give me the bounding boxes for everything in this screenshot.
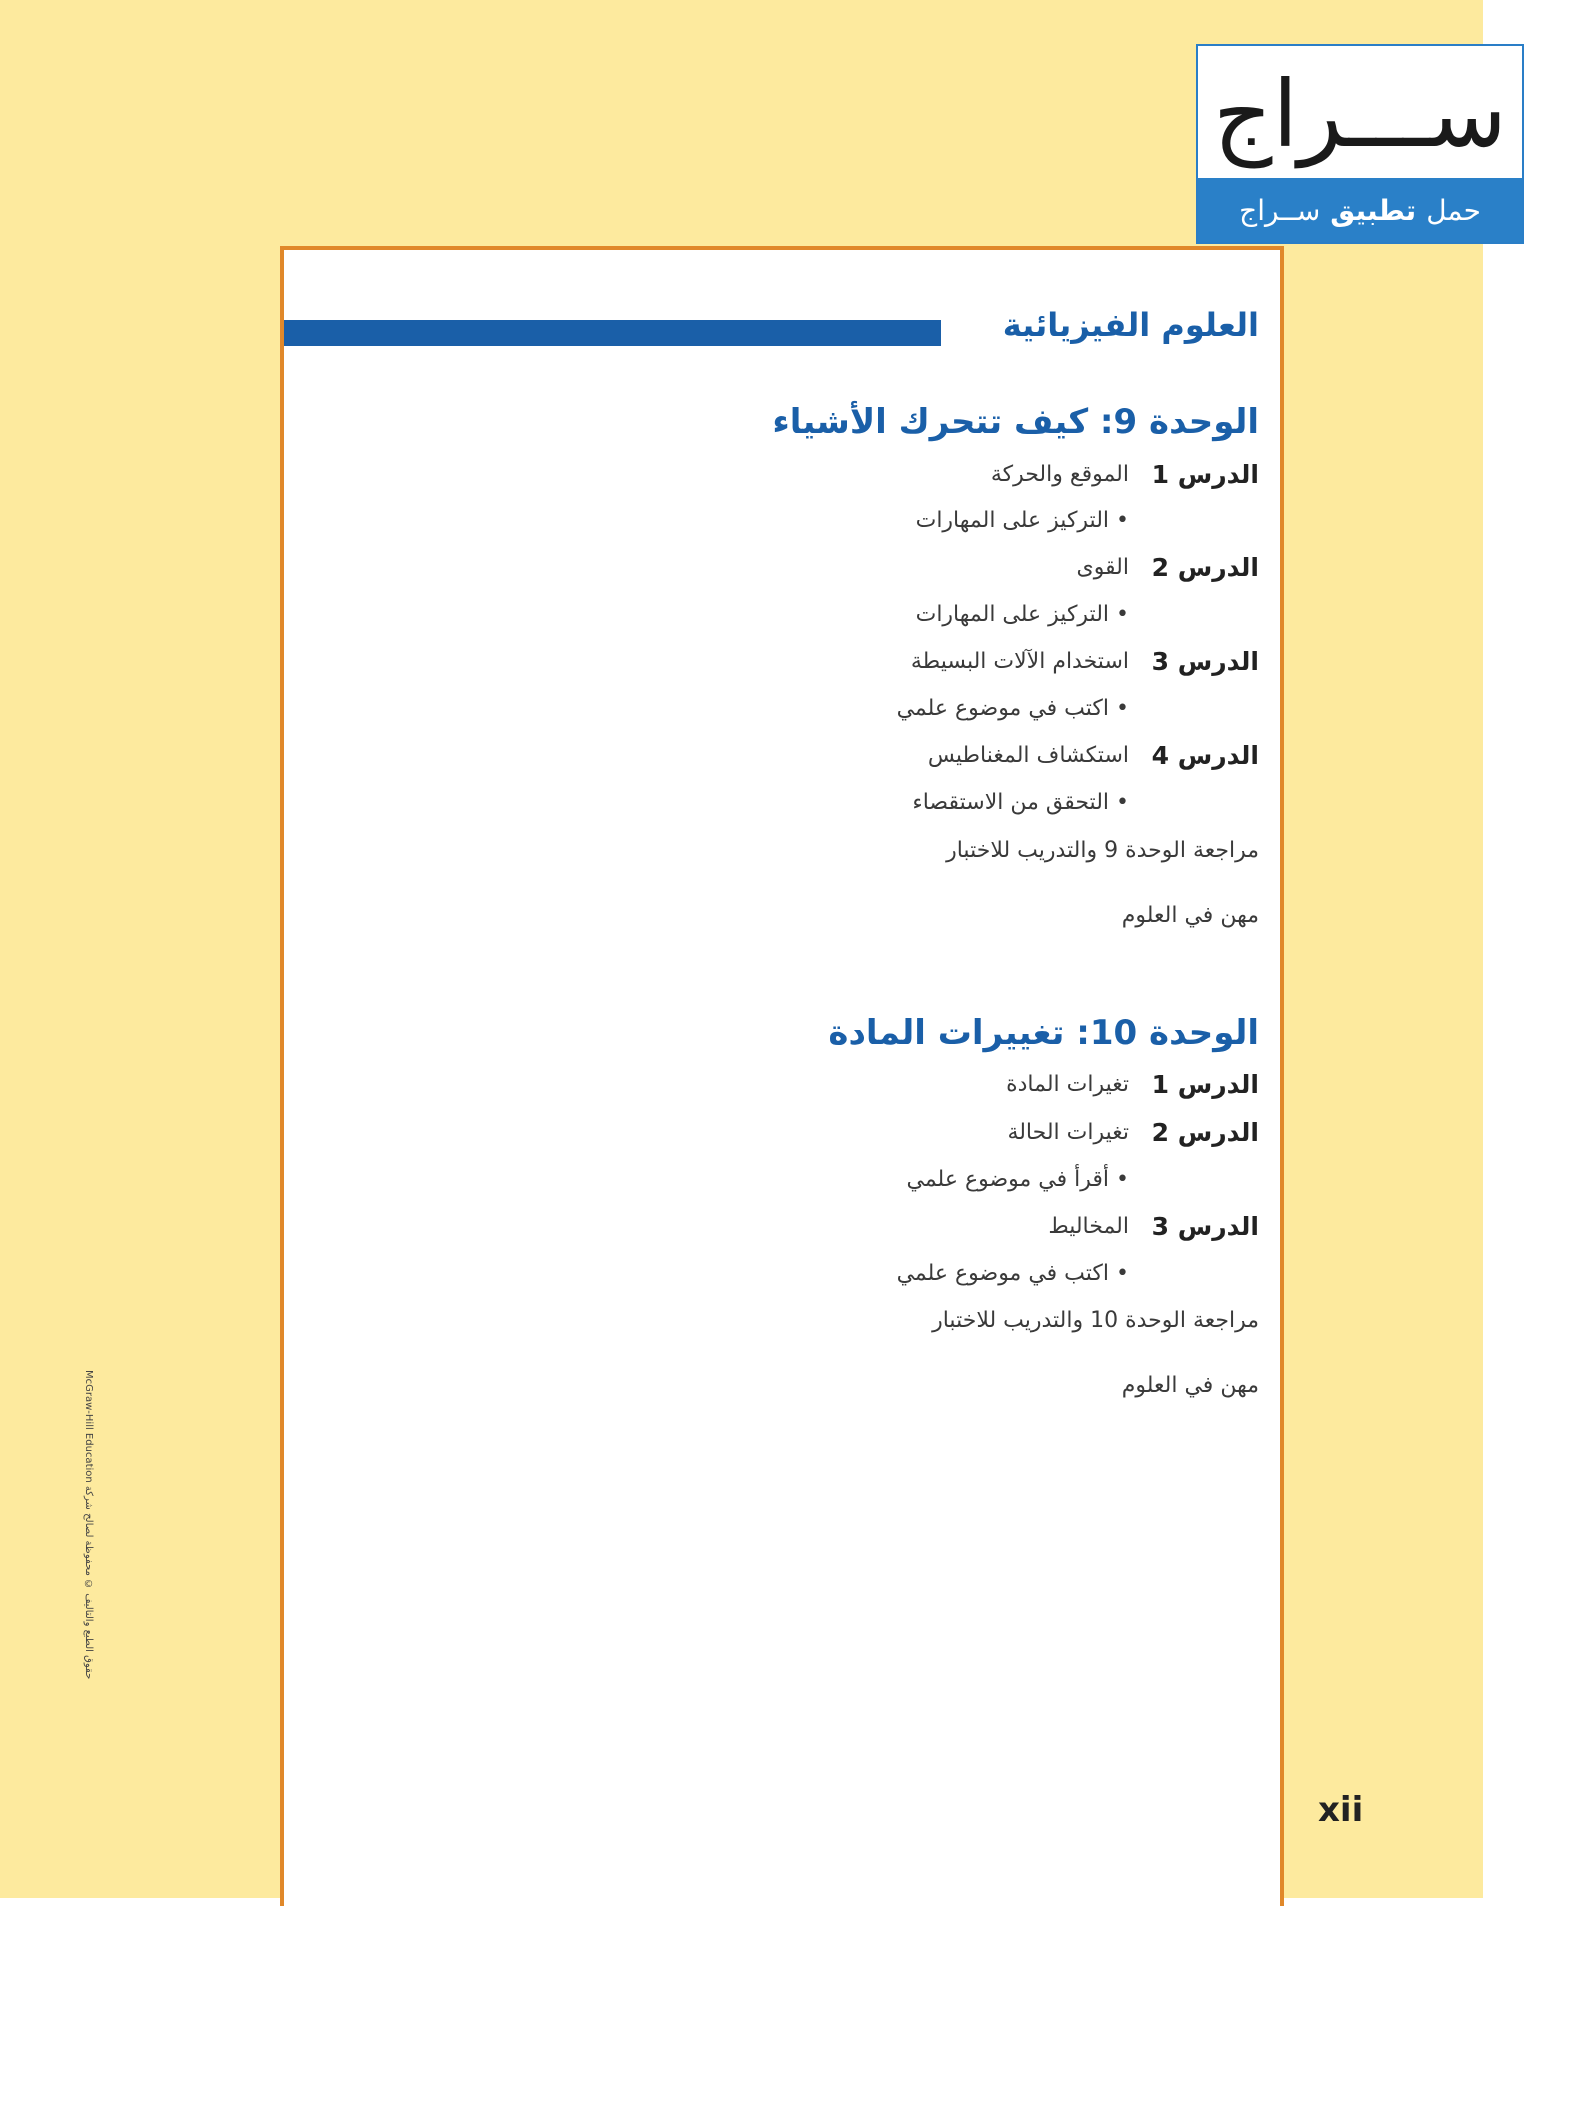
toc-row[interactable] — [559, 1208, 1259, 1244]
toc-row[interactable] — [559, 643, 1259, 679]
lesson-feature: • التركيز على المهارات — [916, 508, 1129, 533]
toc-row[interactable] — [559, 784, 1259, 820]
logo-band-strong: تطبيق — [1330, 193, 1417, 227]
lesson-label: الدرس 2 — [1151, 552, 1259, 582]
toc-row[interactable] — [559, 897, 1259, 933]
toc-row[interactable] — [559, 502, 1259, 538]
lesson-title: الموقع والحركة — [990, 461, 1129, 487]
unit-review: مراجعة الوحدة 9 والتدريب للاختبار — [946, 837, 1259, 863]
toc-row[interactable] — [559, 1066, 1259, 1102]
toc-row[interactable] — [559, 1367, 1259, 1403]
toc-row[interactable] — [559, 1302, 1259, 1338]
lesson-title: المخاليط — [1048, 1213, 1129, 1239]
copyright-spine-text: McGraw-Hill Education حقوق الطبع والتأليف © محفوظة لصالح شركة — [83, 1370, 94, 1680]
siraj-logo[interactable] — [1196, 44, 1524, 244]
unit-10-title: الوحدة 10: تغييرات المادة — [828, 1013, 1259, 1053]
toc-row[interactable] — [559, 549, 1259, 585]
logo-band-suffix: ســراج — [1239, 193, 1321, 227]
toc-row[interactable] — [559, 456, 1259, 492]
careers-in-science: مهن في العلوم — [1121, 1372, 1259, 1398]
lesson-label: الدرس 4 — [1151, 740, 1259, 770]
lesson-title: استكشاف المغناطيس — [927, 742, 1129, 768]
lesson-label: الدرس 3 — [1151, 1211, 1259, 1241]
page-number: xii — [1318, 1790, 1364, 1830]
section-title: العلوم الفيزيائية — [1002, 306, 1259, 344]
lesson-feature: • أقرأ في موضوع علمي — [907, 1167, 1130, 1192]
toc-row[interactable] — [559, 737, 1259, 773]
lesson-title: استخدام الآلات البسيطة — [910, 648, 1129, 674]
lesson-title: القوى — [1076, 554, 1129, 580]
unit-review: مراجعة الوحدة 10 والتدريب للاختبار — [932, 1307, 1259, 1333]
toc-row[interactable] — [559, 832, 1259, 868]
logo-band-prefix: حمل — [1426, 193, 1481, 227]
lesson-feature: • اكتب في موضوع علمي — [897, 1261, 1129, 1286]
toc-row[interactable] — [559, 596, 1259, 632]
toc-row[interactable] — [559, 1161, 1259, 1197]
logo-download-banner[interactable] — [1198, 178, 1522, 242]
unit-9-title: الوحدة 9: كيف تتحرك الأشياء — [772, 402, 1259, 442]
section-header-bar — [284, 320, 941, 346]
lesson-label: الدرس 1 — [1151, 1069, 1259, 1099]
lesson-feature: • اكتب في موضوع علمي — [897, 696, 1129, 721]
toc-row[interactable] — [559, 690, 1259, 726]
lesson-title: تغيرات المادة — [1006, 1071, 1129, 1097]
logo-wordmark: ســـراج — [1213, 60, 1507, 168]
lesson-label: الدرس 2 — [1151, 1117, 1259, 1147]
toc-row[interactable] — [559, 1255, 1259, 1291]
lesson-feature: • التحقق من الاستقصاء — [912, 790, 1129, 815]
lesson-title: تغيرات الحالة — [1007, 1119, 1129, 1145]
lesson-label: الدرس 3 — [1151, 646, 1259, 676]
lesson-label: الدرس 1 — [1151, 459, 1259, 489]
lesson-feature: • التركيز على المهارات — [916, 602, 1129, 627]
toc-row[interactable] — [559, 1114, 1259, 1150]
careers-in-science: مهن في العلوم — [1121, 902, 1259, 928]
